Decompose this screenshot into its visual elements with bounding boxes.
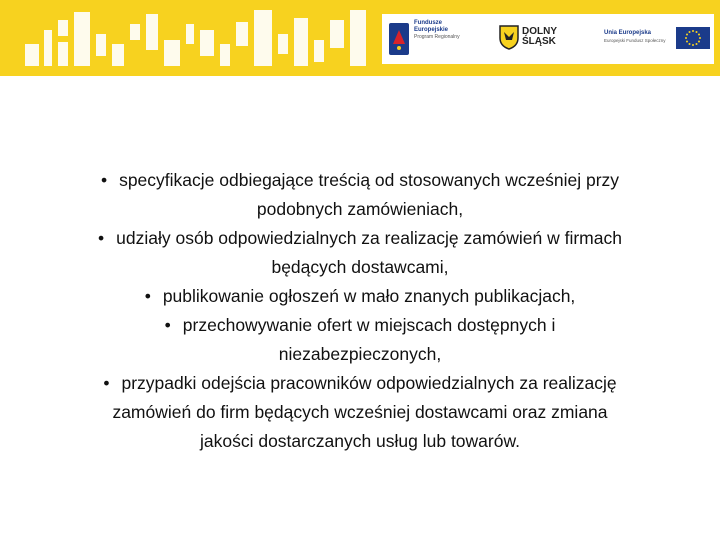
list-item xyxy=(40,311,680,369)
list-item-text: jakości dostarczanych usług lub towarów. xyxy=(199,431,521,451)
fundusze-line2: Europejskie xyxy=(414,27,449,33)
list-item-text: zamówień do firm będących wcześniej dostawcami oraz zmiana xyxy=(112,402,608,422)
list-item xyxy=(40,369,680,456)
list-item xyxy=(40,224,680,282)
eu-flag-icon xyxy=(676,27,710,49)
list-item xyxy=(40,282,680,311)
list-item-text: udziały osób odpowiedzialnych za realizację zamówień w firmach xyxy=(116,228,622,248)
list-item-text: niezabezpieczonych, xyxy=(278,344,442,364)
fundusze-emblem-icon xyxy=(388,22,410,56)
dolny-slask-logo xyxy=(498,24,578,52)
bullet-icon: • xyxy=(164,315,171,335)
dolny-slask-line2: ŚLĄSK xyxy=(522,36,556,47)
unia-line1: Unia Europejska xyxy=(604,30,652,36)
header-bar xyxy=(0,0,720,76)
list-item xyxy=(40,166,680,224)
list-item-text: specyfikacje odbiegające treścią od stosowanych wcześniej przy xyxy=(119,170,620,190)
unia-europejska-logo xyxy=(602,25,712,53)
decorative-blocks xyxy=(0,0,385,76)
fundusze-line3: Program Regionalny xyxy=(414,34,460,40)
list-item-text: będących dostawcami, xyxy=(271,257,449,277)
bullet-icon: • xyxy=(103,373,110,393)
bullet-icon: • xyxy=(144,286,151,306)
list-item-text: przechowywanie ofert w miejscach dostępnych i xyxy=(182,315,556,335)
fundusze-europejskie-logo xyxy=(388,20,483,60)
logo-bar xyxy=(382,14,714,64)
bullet-icon: • xyxy=(100,170,108,190)
eagle-crest-icon xyxy=(498,24,520,50)
dolny-slask-line1: DOLNY xyxy=(522,26,557,37)
list-item-text: podobnych zamówieniach, xyxy=(256,199,464,219)
bullet-icon: • xyxy=(98,228,105,248)
bullet-list xyxy=(40,166,680,456)
fundusze-line1: Fundusze xyxy=(414,20,442,26)
unia-line2: Europejski Fundusz Społeczny xyxy=(604,38,666,43)
list-item-text: publikowanie ogłoszeń w mało znanych publikacjach, xyxy=(162,286,576,306)
list-item-text: przypadki odejścia pracowników odpowiedzialnych za realizację xyxy=(121,373,617,393)
